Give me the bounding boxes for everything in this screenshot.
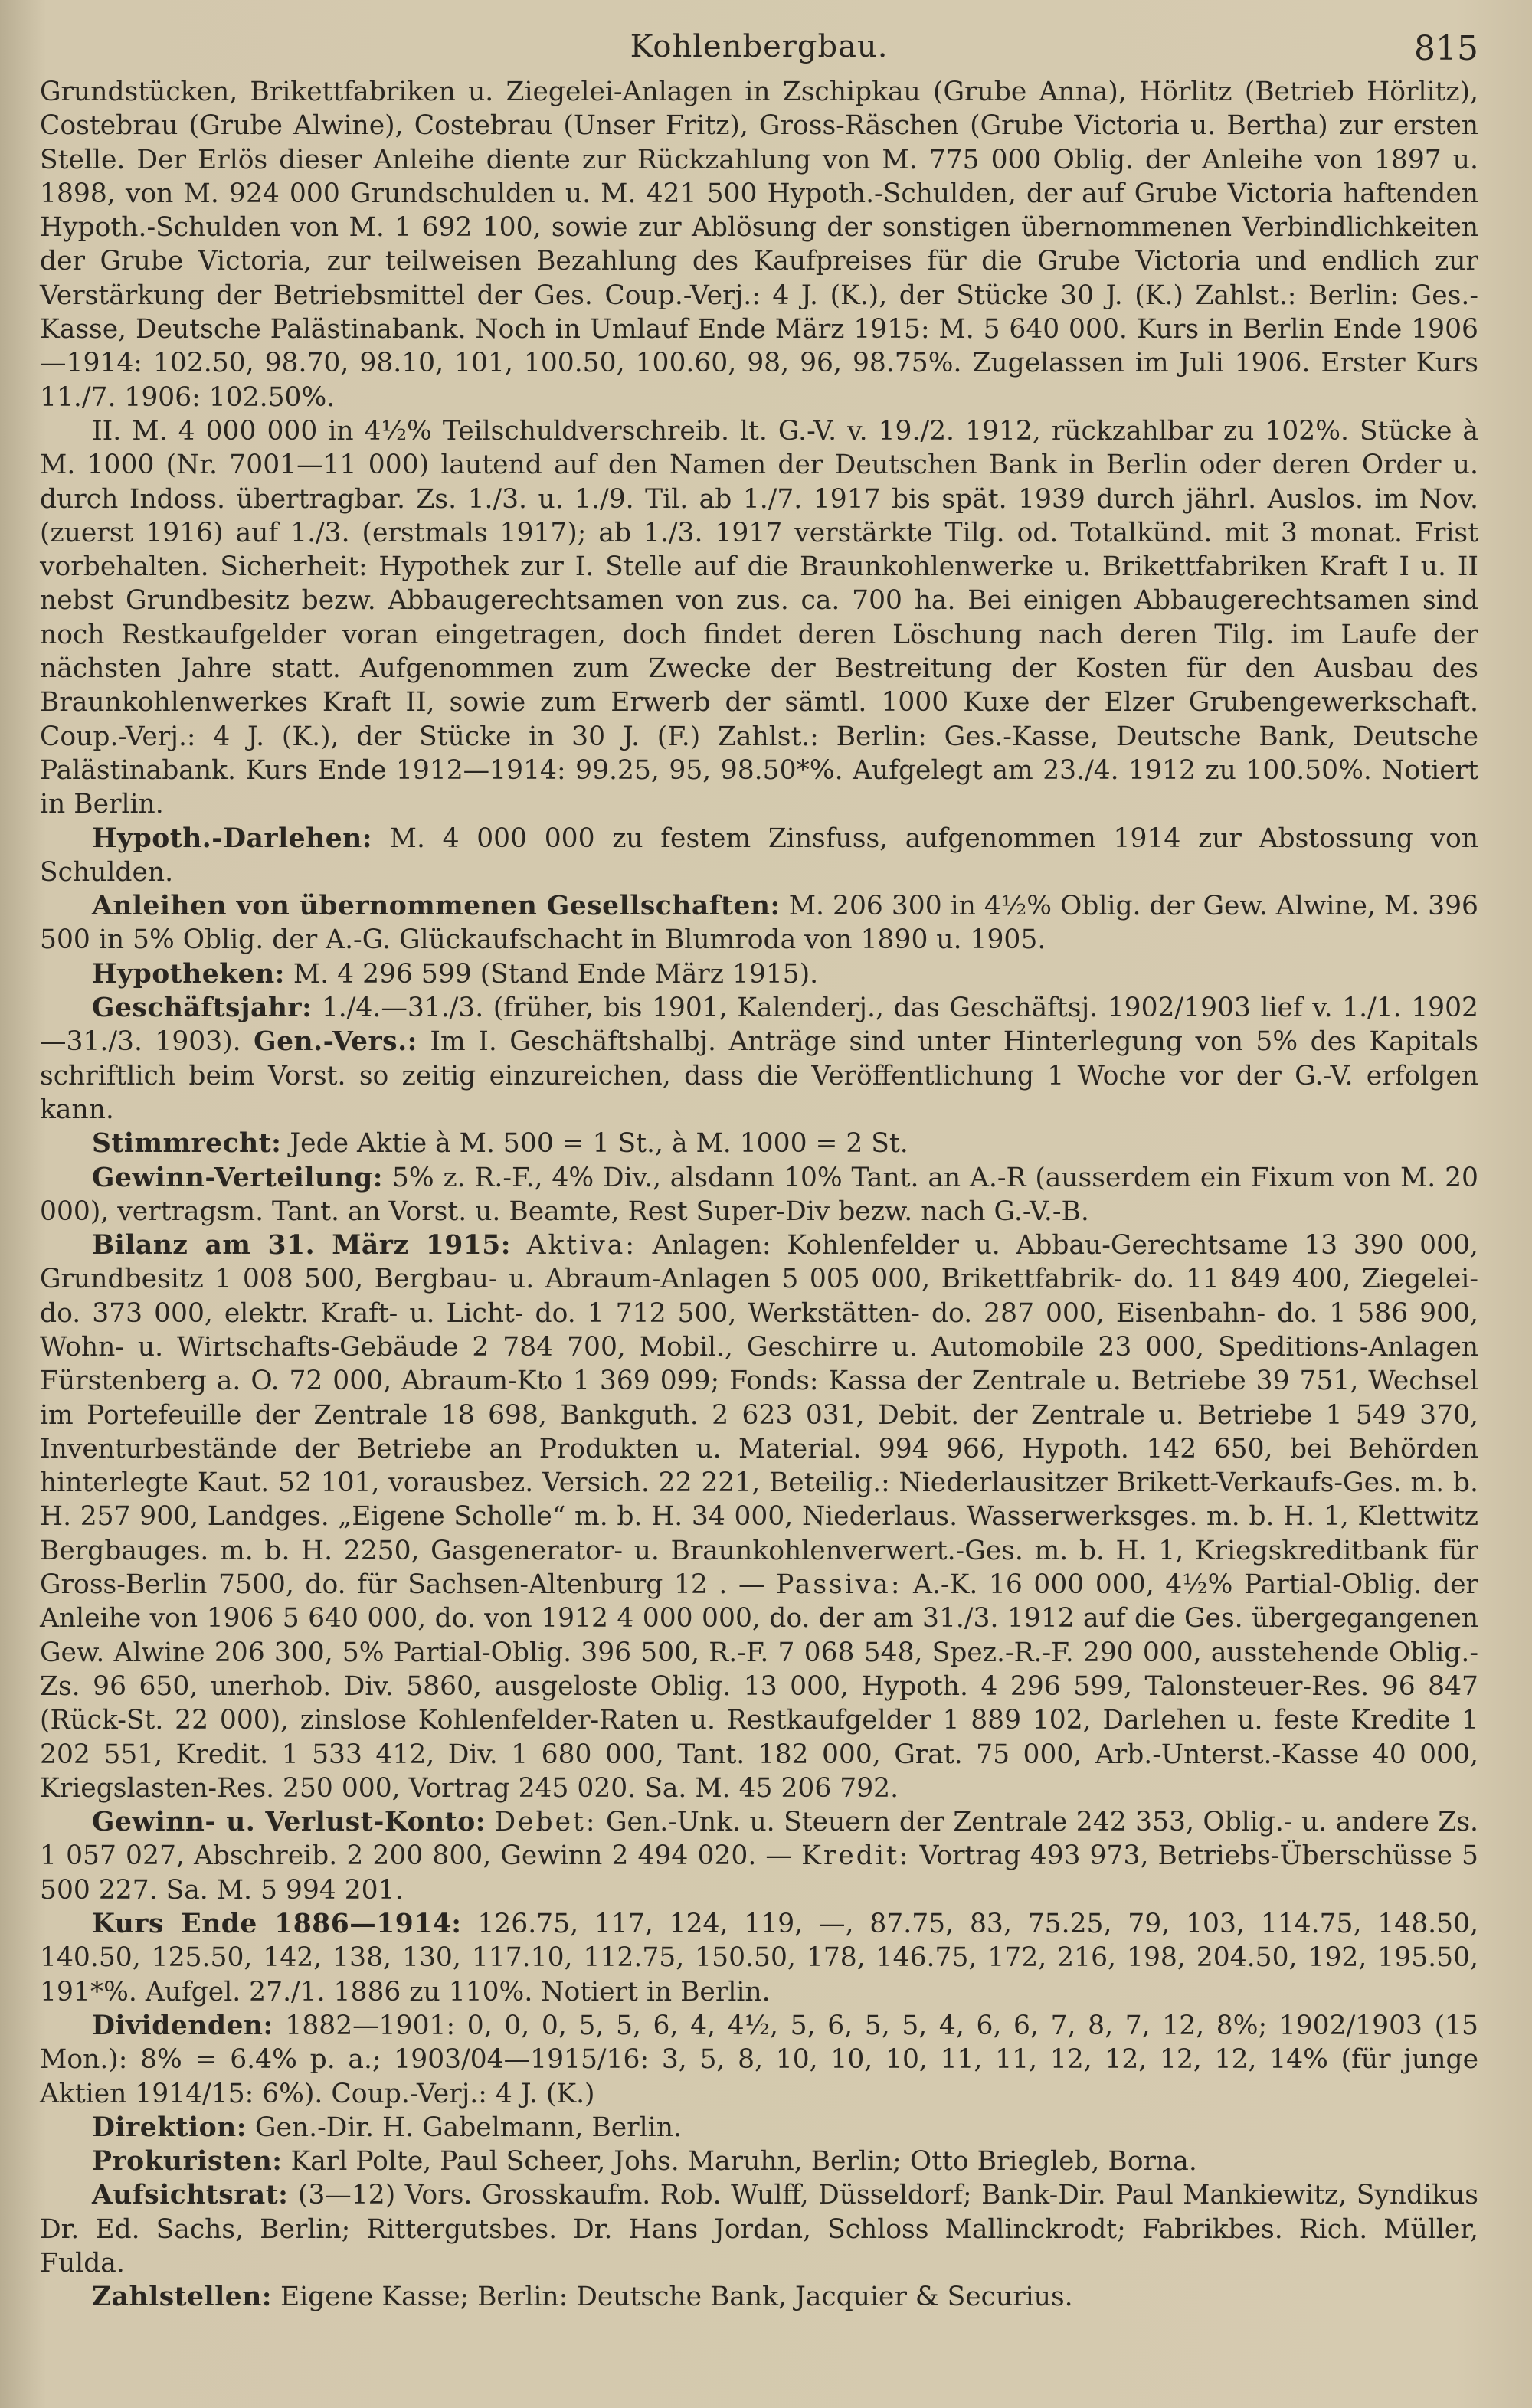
- spaced-label: Kredit:: [801, 1840, 911, 1872]
- paragraph-text: (3—12) Vors. Grosskaufm. Rob. Wulff, Düsseldorf; Bank-Dir. Paul Mankiewitz, Syndikus Dr. Ed. Sachs, Berlin; Rittergutsbes. Dr. Hans Jordan, Schloss Mallinckrodt; Fabrikbes. Rich. Müller, Fulda.: [40, 2180, 1478, 2279]
- section-label: Aufsichtsrat:: [92, 2180, 289, 2211]
- paragraph: [40, 957, 1478, 991]
- section-label: Hypotheken:: [92, 958, 285, 990]
- paragraph-text: A.-K. 16 000 000, 4½% Partial-Oblig. der Anleihe von 1906 5 640 000, do. von 1912 4 000 000, do. der am 31./3. 1912 auf die Ges. übergegangenen Gew. Alwine 206 300, 5% Partial-Oblig. 396 500, R.-F. 7 068 548, Spez.-R.-F. 290 000, ausstehende Oblig.-Zs. 96 650, unerhob. Div. 5860, ausgeloste Oblig. 13 000, Hypoth. 4 296 599, Talonsteuer-Res. 96 847 (Rück-St. 22 000), zinslose Kohlenfelder-Raten u. Restkaufgelder 1 889 102, Darlehen u. feste Kredite 1 202 551, Kredit. 1 533 412, Div. 1 680 000, Tant. 182 000, Grat. 75 000, Arb.-Unterst.-Kasse 40 000, Kriegslasten-Res. 250 000, Vortrag 245 020. Sa. M. 45 206 792.: [40, 1569, 1478, 1804]
- paragraph-text: 1./4.—31./3. (früher, bis 1901, Kalenderj., das Geschäftsj. 1902/1903 lief v. 1./1. 1902—31./3. 1903).: [40, 993, 1478, 1058]
- section-label: Gewinn- u. Verlust-Konto:: [92, 1807, 486, 1838]
- paragraph-text: 1882—1901: 0, 0, 0, 5, 5, 6, 4, 4½, 5, 6, 5, 5, 4, 6, 6, 7, 8, 7, 12, 8%; 1902/1903 (15 Mon.): 8% = 6.4% p. a.; 1903/04—1915/16: 3, 5, 8, 10, 10, 10, 11, 11, 12, 12, 12, 12, 14% (für junge Aktien 1914/15: 6%). Coup.-Verj.: 4 J. (K.): [40, 2010, 1478, 2109]
- paragraph: [40, 991, 1478, 1127]
- paragraph: [40, 1805, 1478, 1907]
- paragraph-text: Eigene Kasse; Berlin: Deutsche Bank, Jacquier & Securius.: [272, 2282, 1073, 2313]
- paragraph-text: Vortrag 493 973, Betriebs-Überschüsse 5 500 227. Sa. M. 5 994 201.: [40, 1840, 1478, 1906]
- paragraph-text: [486, 1807, 494, 1837]
- paragraph: [40, 2280, 1478, 2314]
- section-label: Kurs Ende 1886—1914:: [92, 1909, 462, 1940]
- paragraph: [40, 414, 1478, 822]
- section-label: Gen.-Vers.:: [254, 1026, 417, 1058]
- paragraph-text: Jede Aktie à M. 500 = 1 St., à M. 1000 = 2 St.: [281, 1128, 908, 1160]
- section-label: Zahlstellen:: [92, 2282, 273, 2313]
- spaced-label: Passiva:: [776, 1569, 902, 1601]
- section-label: Anleihen von übernommenen Gesellschaften:: [92, 891, 781, 922]
- paragraph-text: II. M. 4 000 000 in 4½% Teilschuldverschreib. lt. G.-V. v. 19./2. 1912, rückzahlbar zu 102%. Stücke à M. 1000 (Nr. 7001—11 000) lautend auf den Namen der Deutschen Bank in Berlin oder deren Order u. durch Indoss. übertragbar. Zs. 1./3. u. 1./9. Til. ab 1./7. 1917 bis spät. 1939 durch jährl. Auslos. im Nov. (zuerst 1916) auf 1./3. (erstmals 1917); ab 1./3. 1917 verstärkte Tilg. od. Totalkünd. mit 3 monat. Frist vorbehalten. Sicherheit: Hypothek zur I. Stelle auf die Braunkohlenwerke u. Brikettfabriken Kraft I u. II nebst Grundbesitz bezw. Abbaugerechtsamen von zus. ca. 700 ha. Bei einigen Abbaugerechtsamen sind noch Restkaufgelder voran eingetragen, doch findet deren Löschung nach deren Tilg. im Laufe der nächsten Jahre statt. Aufgenommen zum Zwecke der Bestreitung der Kosten für den Ausbau des Braunkohlenwerkes Kraft II, sowie zum Erwerb der sämtl. 1000 Kuxe der Elzer Grubengewerkschaft. Coup.-Verj.: 4 J. (K.), der Stücke in 30 J. (F.) Zahlst.: Berlin: Ges.-Kasse, Deutsche Bank, Deutsche Palästinabank. Kurs Ende 1912—1914: 99.25, 95, 98.50*%. Aufgelegt am 23./4. 1912 zu 100.50%. Notiert in Berlin.: [40, 415, 1478, 820]
- paragraph-text: Gen.-Unk. u. Steuern der Zentrale 242 353, Oblig.- u. andere Zs. 1 057 027, Abschreib. 2 200 800, Gewinn 2 494 020. —: [40, 1807, 1479, 1872]
- paragraph: [40, 2178, 1478, 2280]
- paragraph-text: Anlagen: Kohlenfelder u. Abbau-Gerechtsame 13 390 000, Grundbesitz 1 008 500, Bergbau- u. Abraum-Anlagen 5 005 000, Brikettfabrik- do. 11 849 400, Ziegelei- do. 373 000, elektr. Kraft- u. Licht- do. 1 712 500, Werkstätten- do. 287 000, Eisenbahn- do. 1 586 900, Wohn- u. Wirtschafts-Gebäude 2 784 700, Mobil., Geschirre u. Automobile 23 000, Speditions-Anlagen Fürstenberg a. O. 72 000, Abraum-Kto 1 369 099; Fonds: Kassa der Zentrale u. Betriebe 39 751, Wechsel im Portefeuille der Zentrale 18 698, Bankguth. 2 623 031, Debit. der Zentrale u. Betriebe 1 549 370, Inventurbestände der Betriebe an Produkten u. Material. 994 966, Hypoth. 142 650, bei Behörden hinterlegte Kaut. 52 101, vorausbez. Versich. 22 221, Beteilig.: Niederlausitzer Brikett-Verkaufs-Ges. m. b. H. 257 900, Landges. „Eigene Scholle“ m. b. H. 34 000, Niederlaus. Wasserwerksges. m. b. H. 1, Klettwitz Bergbauges. m. b. H. 2250, Gasgenerator- u. Braunkohlenverwert.-Ges. m. b. H. 1, Kriegskreditbank für Gross-Berlin 7500, do. für Sachsen-Altenburg 12 . —: [40, 1230, 1478, 1601]
- paragraph-text: Im I. Geschäftshalbj. Anträge sind unter Hinterlegung von 5% des Kapitals schriftlich beim Vorst. so zeitig einzureichen, dass die Veröffentlichung 1 Woche vor der G.-V. erfolgen kann.: [40, 1026, 1478, 1125]
- section-label: Prokuristen:: [92, 2146, 283, 2177]
- paragraph: [40, 2111, 1478, 2145]
- section-label: Gewinn-Verteilung:: [92, 1162, 384, 1193]
- paragraph-text: 126.75, 117, 124, 119, —, 87.75, 83, 75.25, 79, 103, 114.75, 148.50, 140.50, 125.50, 142, 138, 130, 117.10, 112.75, 150.50, 178, 146.75, 172, 216, 198, 204.50, 192, 195.50, 191*%. Aufgel. 27./1. 1886 zu 110%. Notiert in Berlin.: [40, 1909, 1478, 2007]
- paragraph-text: [511, 1230, 527, 1261]
- paragraph-text: Gen.-Dir. H. Gabelmann, Berlin.: [246, 2112, 682, 2143]
- section-label: Direktion:: [92, 2112, 247, 2143]
- spaced-label: Aktiva:: [526, 1230, 637, 1261]
- section-label: Dividenden:: [92, 2010, 273, 2041]
- paragraph-text: M. 206 300 in 4½% Oblig. der Gew. Alwine, M. 396 500 in 5% Oblig. der A.-G. Glückaufschacht in Blumroda von 1890 u. 1905.: [40, 891, 1479, 956]
- section-label: Hypoth.-Darlehen:: [92, 823, 372, 854]
- spaced-label: Debet:: [494, 1807, 597, 1838]
- section-label: Stimmrecht:: [92, 1128, 282, 1160]
- paragraph: [40, 822, 1478, 890]
- section-label: Bilanz am 31. März 1915:: [92, 1230, 511, 1261]
- paragraph: [40, 1907, 1478, 2009]
- paragraph-text: Karl Polte, Paul Scheer, Johs. Maruhn, Berlin; Otto Briegleb, Borna.: [282, 2146, 1197, 2177]
- paragraph: [40, 889, 1478, 957]
- paragraph: [40, 1161, 1478, 1229]
- section-label: Geschäftsjahr:: [92, 993, 313, 1024]
- paragraph-text: 5% z. R.-F., 4% Div., alsdann 10% Tant. an A.-R (ausserdem ein Fixum von M. 20 000), vertragsm. Tant. an Vorst. u. Beamte, Rest Super-Div bezw. nach G.-V.-B.: [40, 1162, 1478, 1227]
- paragraph: [40, 2009, 1478, 2111]
- running-head: Kohlenbergbau.: [630, 29, 889, 64]
- body-text: [40, 75, 1478, 2315]
- paragraph-text: Grundstücken, Brikettfabriken u. Ziegelei-Anlagen in Zschipkau (Grube Anna), Hörlitz (Betrieb Hörlitz), Costebrau (Grube Alwine), Costebrau (Unser Fritz), Gross-Räschen (Grube Victoria u. Bertha) zur ersten Stelle. Der Erlös dieser Anleihe diente zur Rückzahlung von M. 775 000 Oblig. der Anleihe von 1897 u. 1898, von M. 924 000 Grundschulden u. M. 421 500 Hypoth.-Schulden, der auf Grube Victoria haftenden Hypoth.-Schulden von M. 1 692 100, sowie zur Ablösung der sonstigen übernommenen Verbindlichkeiten der Grube Victoria, zur teilweisen Bezahlung des Kaufpreises für die Grube Victoria und endlich zur Verstärkung der Betriebsmittel der Ges. Coup.-Verj.: 4 J. (K.), der Stücke 30 J. (K.) Zahlst.: Berlin: Ges.-Kasse, Deutsche Palästinabank. Noch in Umlauf Ende März 1915: M. 5 640 000. Kurs in Berlin Ende 1906—1914: 102.50, 98.70, 98.10, 101, 100.50, 100.60, 98, 96, 98.75%. Zugelassen im Juli 1906. Erster Kurs 11./7. 1906: 102.50%.: [40, 77, 1478, 413]
- paragraph-text: M. 4 000 000 zu festem Zinsfuss, aufgenommen 1914 zur Abstossung von Schulden.: [40, 823, 1478, 888]
- page-number: 815: [1414, 29, 1478, 68]
- paragraph: [40, 1127, 1478, 1160]
- page-header: [40, 21, 1478, 75]
- paragraph-text: M. 4 296 599 (Stand Ende März 1915).: [284, 958, 819, 990]
- paragraph: [40, 2145, 1478, 2178]
- paragraph: [40, 1229, 1478, 1805]
- paragraph: [40, 75, 1478, 414]
